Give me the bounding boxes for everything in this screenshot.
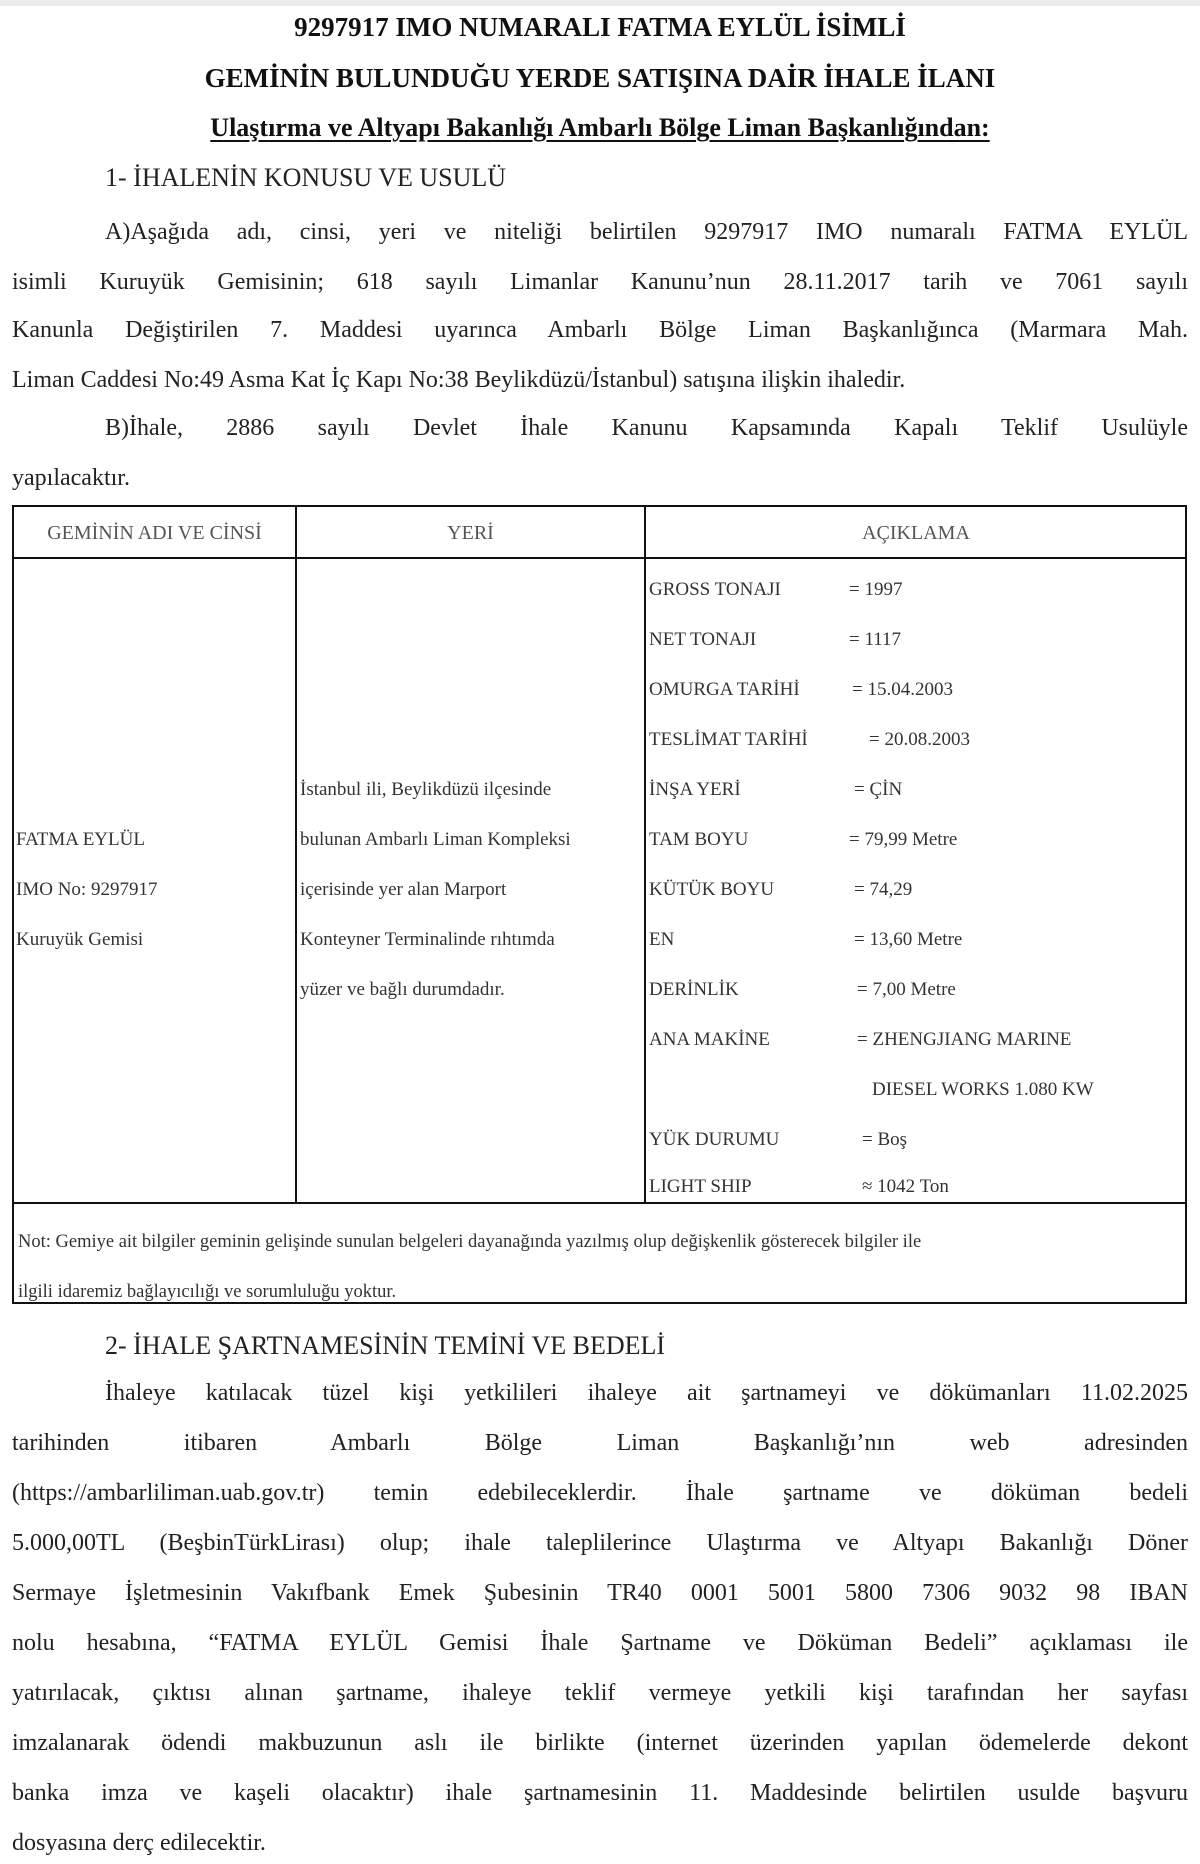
paragraph-line: dosyasına derç edilecektir.: [12, 1830, 266, 1856]
spec-key: ANA MAKİNE: [649, 1029, 770, 1050]
spec-key: NET TONAJI: [649, 629, 757, 650]
location-line: yüzer ve bağlı durumdadır.: [300, 979, 505, 1000]
location-line: Konteyner Terminalinde rıhtımda: [300, 929, 555, 950]
paragraph-line: isimli Kuruyük Gemisinin; 618 sayılı Limanlar Kanunu’nun 28.11.2017 tarih ve 7061 sayılı: [12, 269, 1188, 295]
document-title-line2: GEMİNİN BULUNDUĞU YERDE SATIŞINA DAİR İHALE İLANI: [204, 63, 996, 93]
paragraph-line: 5.000,00TL (BeşbinTürkLirası) olup; ihale taleplilerince Ulaştırma ve Altyapı Bakanlığı Döner: [12, 1530, 1188, 1556]
spec-key: DERİNLİK: [649, 979, 739, 1000]
column-header-description: AÇIKLAMA: [862, 522, 970, 544]
spec-value: = ÇİN: [854, 779, 903, 800]
paragraph-line: Sermaye İşletmesinin Vakıfbank Emek Şubesinin TR40 0001 5001 5800 7306 9032 98 IBAN: [12, 1580, 1188, 1606]
paragraph-line: yatırılacak, çıktısı alınan şartname, ihaleye teklif vermeye yetkili kişi tarafından her sayfası: [12, 1680, 1188, 1706]
paragraph-line: yapılacaktır.: [12, 465, 130, 491]
spec-key: GROSS TONAJI: [649, 579, 781, 600]
spec-key: EN: [649, 929, 675, 950]
location-line: içerisinde yer alan Marport: [300, 879, 507, 900]
spec-key: KÜTÜK BOYU: [649, 879, 775, 900]
spec-value: = 7,00 Metre: [857, 979, 956, 1000]
spec-value: = 74,29: [854, 879, 913, 900]
top-band: [0, 0, 1200, 6]
paragraph-line: banka imza ve kaşeli olacaktır) ihale şartnamesinin 11. Maddesinde belirtilen usulde başvuru: [12, 1780, 1188, 1806]
paragraph-line: İhaleye katılacak tüzel kişi yetkilileri ihaleye ait şartnameyi ve dökümanları 11.02.2025: [105, 1380, 1188, 1406]
ship-type: Kuruyük Gemisi: [16, 929, 144, 950]
paragraph-line: (https://ambarliliman.uab.gov.tr) temin edebileceklerdir. İhale şartname ve döküman bedeli: [12, 1480, 1188, 1506]
spec-value: = 1117: [849, 629, 902, 650]
location-line: bulunan Ambarlı Liman Kompleksi: [300, 829, 571, 850]
spec-value: ≈ 1042 Ton: [862, 1176, 949, 1197]
spec-value: = 1997: [849, 579, 903, 600]
ship-name: FATMA EYLÜL: [16, 829, 145, 850]
table-note-line: Not: Gemiye ait bilgiler geminin gelişinde sunulan belgeleri dayanağında yazılmış olup değişkenlik gösterecek bilgiler ile: [18, 1232, 922, 1252]
spec-key: OMURGA TARİHİ: [649, 679, 800, 700]
section1-heading: 1- İHALENİN KONUSU VE USULÜ: [105, 163, 507, 192]
location-line: İstanbul ili, Beylikdüzü ilçesinde: [300, 779, 552, 800]
ship-imo: IMO No: 9297917: [16, 879, 158, 900]
column-divider: [295, 507, 297, 1203]
spec-value: = 15.04.2003: [852, 679, 953, 700]
issuer-text: Ulaştırma ve Altyapı Bakanlığı Ambarlı Bölge Liman Başkanlığından:: [210, 113, 990, 142]
paragraph-line: imzalanarak ödendi makbuzunun aslı ile birlikte (internet üzerinden yapılan ödemelerde dekont: [12, 1730, 1188, 1756]
column-header-location: YERİ: [447, 522, 494, 544]
section2-heading: 2- İHALE ŞARTNAMESİNİN TEMİNİ VE BEDELİ: [105, 1331, 666, 1360]
paragraph-line: A)Aşağıda adı, cinsi, yeri ve niteliği belirtilen 9297917 IMO numaralı FATMA EYLÜL: [105, 219, 1188, 245]
spec-key: İNŞA YERİ: [649, 779, 741, 800]
spec-value: = 79,99 Metre: [849, 829, 958, 850]
spec-key: LIGHT SHIP: [649, 1176, 752, 1197]
spec-value: = ZHENGJIANG MARINE: [857, 1029, 1072, 1050]
ship-info-table: [12, 505, 1187, 1304]
paragraph-line: B)İhale, 2886 sayılı Devlet İhale Kanunu Kapsamında Kapalı Teklif Usulüyle: [105, 415, 1188, 441]
issuer-heading: [0, 111, 1200, 145]
spec-value: = 20.08.2003: [869, 729, 970, 750]
document-title-line1: 9297917 IMO NUMARALI FATMA EYLÜL İSİMLİ: [294, 12, 906, 42]
paragraph-line: Kanunla Değiştirilen 7. Maddesi uyarınca Ambarlı Bölge Liman Başkanlığınca (Marmara Mah.: [12, 317, 1188, 343]
spec-value-continuation: DIESEL WORKS 1.080 KW: [872, 1079, 1094, 1100]
column-divider: [644, 507, 646, 1203]
spec-key: YÜK DURUMU: [649, 1129, 780, 1150]
spec-value: = Boş: [862, 1129, 908, 1150]
table-divider: [14, 1202, 1185, 1204]
spec-key: TESLİMAT TARİHİ: [649, 729, 808, 750]
column-header-ship: GEMİNİN ADI VE CİNSİ: [47, 522, 262, 544]
paragraph-line: nolu hesabına, “FATMA EYLÜL Gemisi İhale Şartname ve Döküman Bedeli” açıklaması ile: [12, 1630, 1188, 1656]
table-note-line: ilgili idaremiz bağlayıcılığı ve sorumluluğu yoktur.: [18, 1282, 397, 1302]
paragraph-line: Liman Caddesi No:49 Asma Kat İç Kapı No:38 Beylikdüzü/İstanbul) satışına ilişkin ihaledir.: [12, 367, 906, 393]
spec-value: = 13,60 Metre: [854, 929, 963, 950]
spec-key: TAM BOYU: [649, 829, 749, 850]
paragraph-line: tarihinden itibaren Ambarlı Bölge Liman Başkanlığı’nın web adresinden: [12, 1430, 1188, 1456]
